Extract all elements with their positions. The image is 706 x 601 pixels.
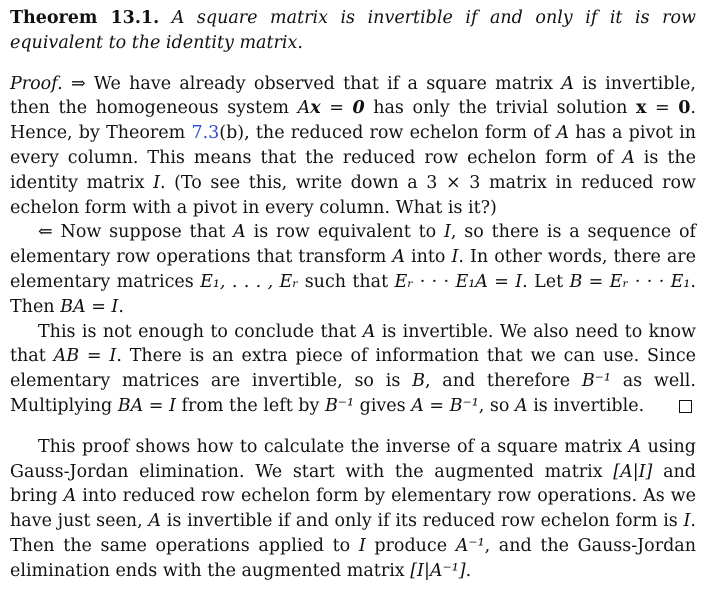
theorem-ref-link[interactable]: 7.3 [191, 123, 220, 144]
math: A [233, 222, 246, 243]
math: B⁻¹ [581, 371, 611, 392]
text: . Then [10, 271, 696, 317]
text: produce [365, 535, 456, 556]
text: , so there is a sequence of elementary row operations that transform [10, 222, 696, 268]
text: into [405, 247, 452, 268]
text: into reduced row echelon form by elementary row operations. As we have just seen, [10, 486, 696, 532]
math-x0: x = 0 [636, 98, 691, 119]
text: This is not enough to conclude that [38, 321, 363, 342]
math: A [63, 486, 77, 507]
backward-arrow-icon: ⇐ [38, 222, 53, 243]
math-ax0: Ax = 0 [297, 98, 365, 119]
text: . (To see this, write down a 3 × 3 matrix in reduced row echelon form with a pivot in every column. What is it?) [10, 172, 696, 218]
text: is the identity matrix [10, 147, 696, 193]
theorem-statement: A square matrix is invertible if and only if it is row equivalent to the identity matrix. [10, 8, 696, 53]
text: is row equivalent to [245, 222, 444, 243]
text: , and the Gauss-Jordan elimination ends with the augmented matrix [10, 535, 696, 581]
forward-arrow-icon: ⇒ [70, 73, 86, 94]
math: I [153, 172, 160, 193]
math: B⁻¹ [324, 395, 355, 416]
text: This proof shows how to calculate the inverse of a square matrix [38, 436, 629, 457]
text: . Let [522, 271, 570, 292]
proof [10, 72, 696, 419]
math: A [362, 321, 376, 342]
math: I [683, 511, 691, 532]
text: gives [354, 395, 412, 416]
math: I [358, 535, 366, 556]
text: . [465, 560, 472, 581]
proof-paragraph-2 [10, 220, 696, 319]
text: such that [298, 271, 395, 292]
text: using Gauss-Jordan elimination. We start with the augmented matrix [10, 436, 696, 482]
text: , and therefore [424, 371, 582, 392]
math: B = Eᵣ · · · E₁ [569, 271, 691, 292]
math: [A|I] [613, 461, 653, 482]
math: A [148, 511, 162, 532]
text: has a pivot in every column. This means that the reduced row echelon form of [10, 123, 696, 168]
math: E₁, . . . , Eᵣ [200, 271, 299, 292]
text: We have already observed that if a square matrix [93, 73, 562, 94]
text: as well. Multiplying [10, 371, 696, 416]
math: A = B⁻¹ [411, 395, 479, 416]
text: is invertible. We also need to know that [10, 321, 696, 367]
text: is invertible. [527, 395, 645, 416]
math: A [561, 73, 574, 94]
text: has only the trivial solution [364, 98, 636, 119]
math: I [443, 222, 451, 243]
text: . There is an extra piece of information that we can use. Since elementary matrices are invertible, so is [10, 346, 696, 392]
text: . Hence, by Theorem [10, 98, 696, 144]
proof-paragraph-3 [10, 320, 696, 419]
math: A [514, 395, 528, 416]
math: A [392, 247, 406, 268]
theorem-label: Theorem 13.1. [10, 8, 160, 28]
proof-label: Proof. [10, 73, 63, 94]
math: AB = I [53, 346, 117, 367]
text: is invertible, then the homogeneous system [10, 73, 696, 119]
text: from the left by [175, 395, 325, 416]
text: and bring [10, 461, 696, 507]
math: A [628, 436, 642, 457]
text: is invertible if and only if its reduced row echelon form is [161, 511, 684, 532]
qed-box-icon [679, 400, 692, 413]
math: [I|A⁻¹] [410, 560, 466, 581]
math: A [556, 123, 569, 144]
math: A⁻¹ [455, 535, 485, 556]
math: I [451, 247, 459, 268]
text: Now suppose that [52, 222, 234, 243]
math: A [622, 147, 635, 168]
math: BA = I [117, 395, 176, 416]
text: (b), the reduced row echelon form of [219, 123, 557, 144]
math: BA = I [60, 296, 119, 317]
math: B [412, 371, 425, 392]
theorem [10, 6, 696, 56]
text: . Then the same operations applied to [10, 511, 696, 556]
proof-paragraph-1 [10, 72, 696, 221]
math: Eᵣ · · · E₁A = I [394, 271, 523, 292]
text: , so [478, 395, 515, 416]
text: . In other words, there are elementary matrices [10, 247, 696, 292]
closing-paragraph [10, 435, 696, 584]
text: . [118, 296, 124, 317]
